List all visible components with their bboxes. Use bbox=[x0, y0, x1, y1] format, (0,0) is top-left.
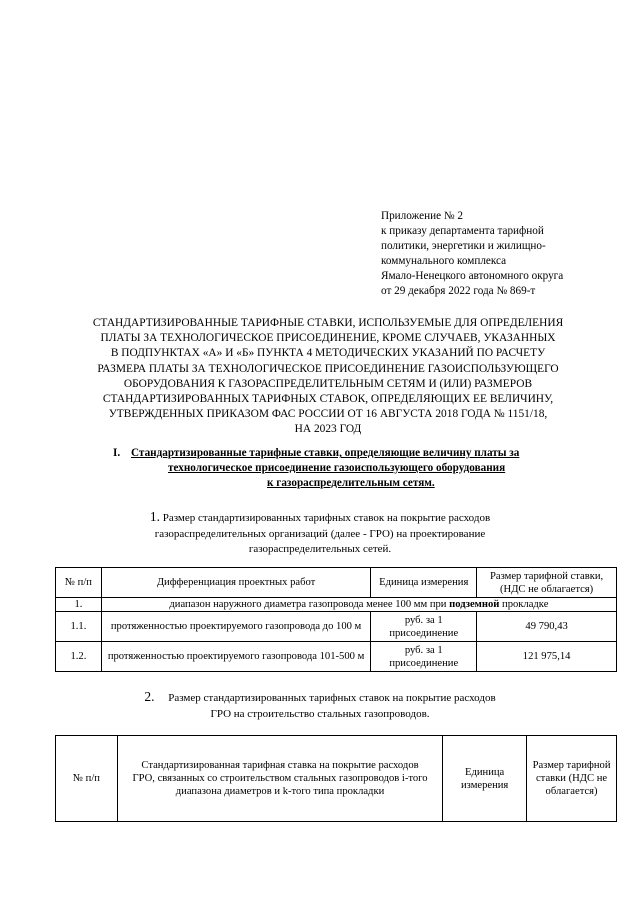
row-number: 1.2. bbox=[56, 642, 102, 672]
table-header-row bbox=[56, 568, 617, 598]
title-line: ПЛАТЫ ЗА ТЕХНОЛОГИЧЕСКОЕ ПРИСОЕДИНЕНИЕ, КРОМЕ СЛУЧАЕВ, УКАЗАННЫХ bbox=[100, 332, 556, 345]
subsection-number: 2. bbox=[144, 689, 155, 704]
subsection-1-heading bbox=[60, 509, 580, 558]
title-line: РАЗМЕРА ПЛАТЫ ЗА ТЕХНОЛОГИЧЕСКОЕ ПРИСОЕДИНЕНИЕ ГАЗОИСПОЛЬЗУЮЩЕГО bbox=[97, 362, 559, 375]
header-cell: Размер тарифной ставки (НДС не облагается) bbox=[527, 736, 617, 822]
table-header-row bbox=[56, 736, 617, 822]
subsection-line bbox=[60, 509, 580, 527]
group-text-bold: подземной bbox=[449, 599, 500, 610]
row-number: 1.1. bbox=[56, 612, 102, 642]
header-cell: Стандартизированная тарифная ставка на покрытие расходов ГРО, связанных со строительством стальных газопроводов i-того диапазона диаметров и k-того типа прокладки bbox=[117, 736, 442, 822]
row-unit: руб. за 1 присоединение bbox=[371, 642, 477, 672]
subsection-line: ГРО на строительство стальных газопроводов. bbox=[210, 708, 430, 720]
group-description bbox=[101, 598, 616, 612]
title-line: УТВЕРЖДЕННЫХ ПРИКАЗОМ ФАС РОССИИ ОТ 16 АВГУСТА 2018 ГОДА № 1151/18, bbox=[108, 408, 548, 421]
subsection-number: 1. bbox=[149, 509, 160, 524]
header-cell: Размер тарифной ставки, (НДС не облагается) bbox=[477, 568, 617, 598]
row-description: протяженностью проектируемого газопровода до 100 м bbox=[101, 612, 370, 642]
subsection-2-heading bbox=[60, 689, 580, 722]
appendix-line: от 29 декабря 2022 года № 869-т bbox=[381, 285, 536, 297]
subsection-line: газораспределительных организаций (далее - ГРО) на проектирование bbox=[154, 527, 486, 540]
title-line: НА 2023 ГОД bbox=[294, 423, 362, 436]
section-heading-line: к газораспределительным сетям. bbox=[267, 477, 435, 489]
appendix-line: к приказу департамента тарифной bbox=[381, 225, 544, 237]
table-row bbox=[56, 612, 617, 642]
document-title bbox=[40, 316, 616, 438]
row-unit: руб. за 1 присоединение bbox=[371, 612, 477, 642]
title-line: ОБОРУДОВАНИЯ К ГАЗОРАСПРЕДЕЛИТЕЛЬНЫМ СЕТЯМ И (ИЛИ) РАЗМЕРОВ bbox=[123, 377, 533, 390]
section-heading-line: Стандартизированные тарифные ставки, определяющие величину платы за bbox=[131, 447, 520, 459]
header-cell: Дифференциация проектных работ bbox=[101, 568, 370, 598]
title-line: В ПОДПУНКТАХ «А» И «Б» ПУНКТА 4 МЕТОДИЧЕСКИХ УКАЗАНИЙ ПО РАСЧЕТУ bbox=[110, 347, 546, 360]
row-description: протяженностью проектируемого газопровода 101-500 м bbox=[101, 642, 370, 672]
group-text: прокладке bbox=[499, 599, 549, 610]
header-cell: № п/п bbox=[56, 736, 118, 822]
design-rates-table bbox=[55, 567, 617, 672]
title-line: СТАНДАРТИЗИРОВАННЫХ ТАРИФНЫХ СТАВОК, ОПРЕДЕЛЯЮЩИХ ЕЕ ВЕЛИЧИНУ, bbox=[102, 393, 554, 406]
subsection-text: Размер стандартизированных тарифных ставок на покрытие расходов bbox=[162, 512, 491, 524]
header-cell: № п/п bbox=[56, 568, 102, 598]
appendix-line: политики, энергетики и жилищно- bbox=[381, 240, 546, 252]
row-value: 49 790,43 bbox=[477, 612, 617, 642]
section-1-heading bbox=[105, 446, 595, 491]
appendix-note bbox=[381, 209, 621, 299]
title-line: СТАНДАРТИЗИРОВАННЫЕ ТАРИФНЫЕ СТАВКИ, ИСПОЛЬЗУЕМЫЕ ДЛЯ ОПРЕДЕЛЕНИЯ bbox=[92, 317, 564, 329]
construction-rates-table bbox=[55, 735, 617, 822]
header-cell: Единица измерения bbox=[371, 568, 477, 598]
row-value: 121 975,14 bbox=[477, 642, 617, 672]
subsection-line bbox=[60, 689, 580, 706]
subsection-text: Размер стандартизированных тарифных ставок на покрытие расходов bbox=[168, 692, 496, 704]
section-number: I. bbox=[113, 447, 121, 459]
row-number: 1. bbox=[56, 598, 102, 612]
appendix-line: коммунального комплекса bbox=[381, 255, 507, 267]
table-group-row bbox=[56, 598, 617, 612]
section-heading-line: технологическое присоединение газоиспользующего оборудования bbox=[168, 462, 506, 474]
subsection-line: газораспределительных сетей. bbox=[248, 543, 392, 555]
appendix-line: Ямало-Ненецкого автономного округа bbox=[381, 270, 564, 282]
header-cell: Единица измерения bbox=[443, 736, 527, 822]
table-row bbox=[56, 642, 617, 672]
appendix-line: Приложение № 2 bbox=[381, 210, 463, 222]
group-text: диапазон наружного диаметра газопровода менее 100 мм при bbox=[169, 599, 450, 610]
